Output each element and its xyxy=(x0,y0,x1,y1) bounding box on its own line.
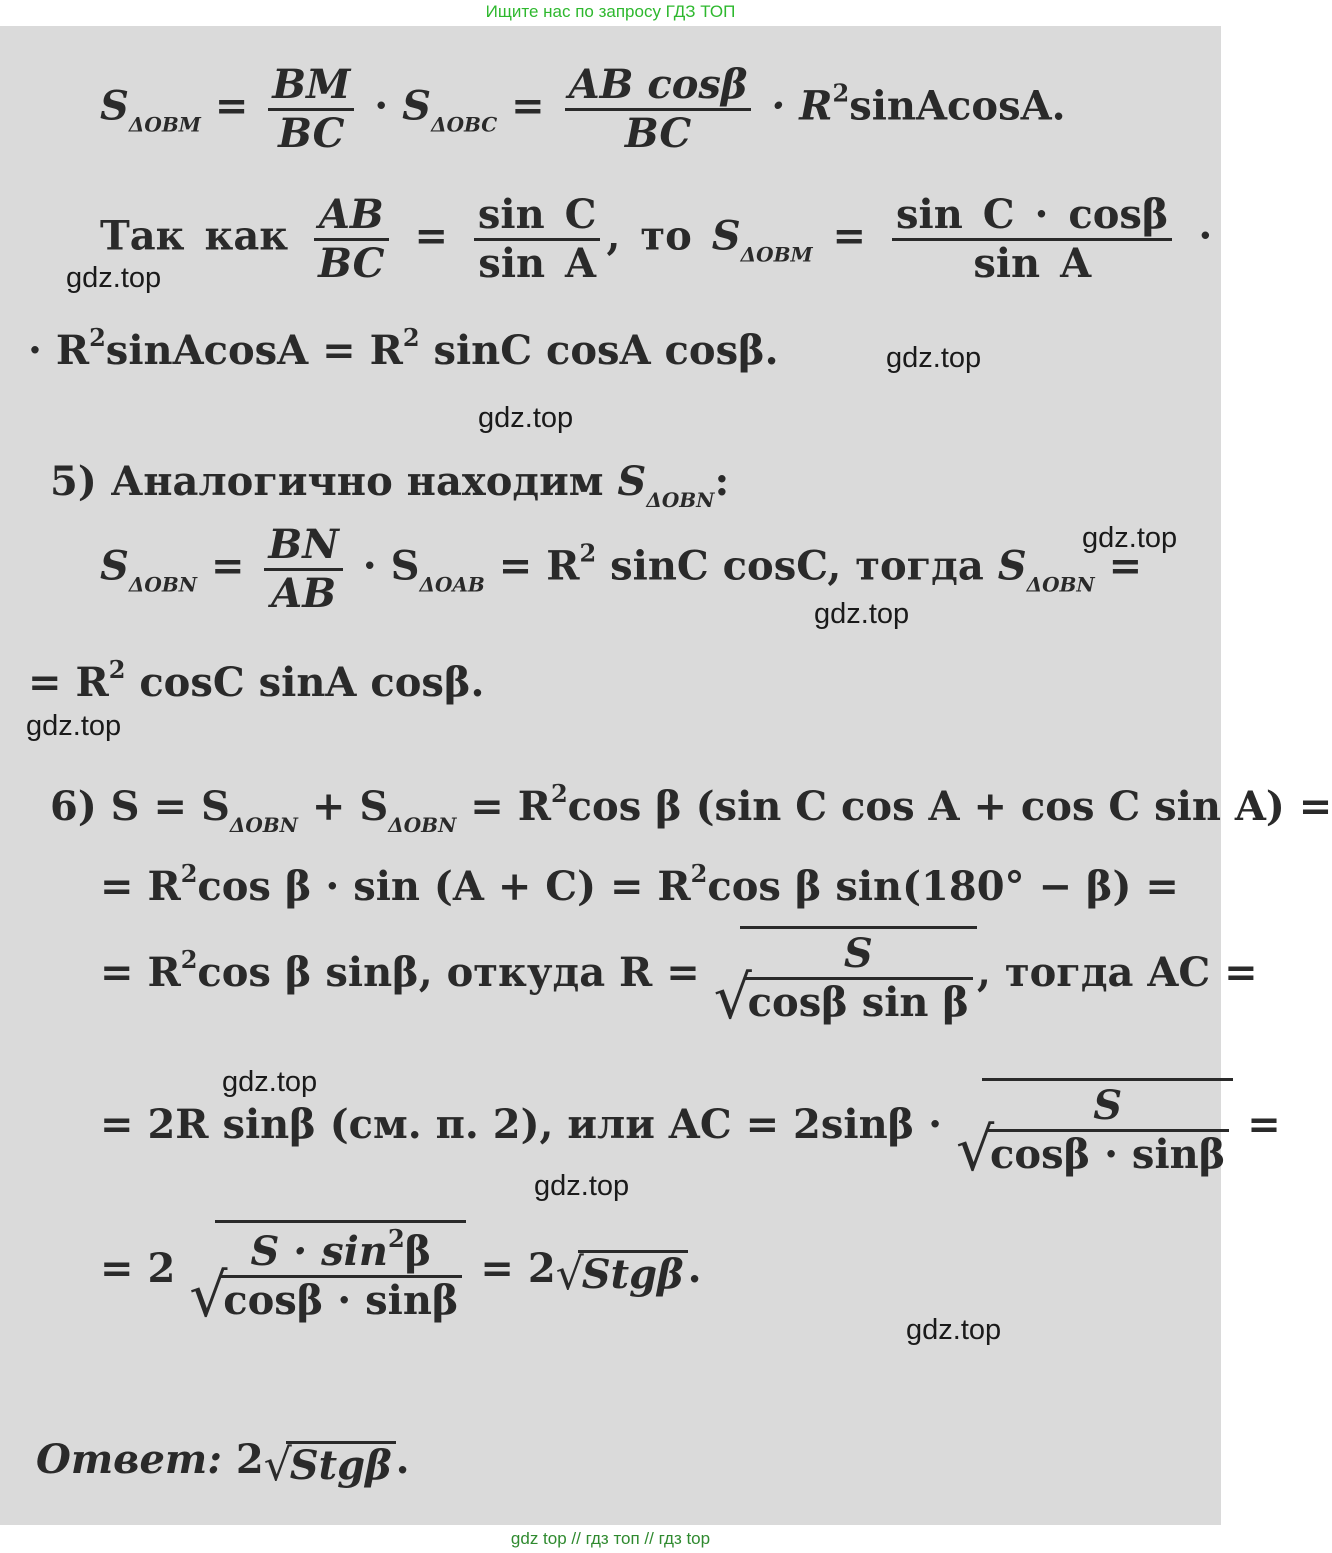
fraction-bn-ab: $\frac{BN}{AB}$ xyxy=(264,522,342,617)
answer-line: Ответ: 2 √ Stgβ . xyxy=(36,1436,410,1491)
watermark-gdz: gdz.top xyxy=(1082,522,1178,554)
sqrt-s-sin2-over-cos-sin: √ $\frac{S \cdot \sin^2\beta}{\cos\beta \cdot \sin\beta}$ xyxy=(189,1220,466,1324)
sqrt-stg: √ Stgβ xyxy=(556,1250,688,1295)
step-6-line-4: = 2R sinβ (см. п. 2), или AC = 2sinβ · √ $\frac{S}{\cos\beta \cdot \sin\beta}$ = xyxy=(100,1078,1281,1178)
fraction-abcos-bc: $\frac{\text{AB cosβ}}{BC}$ xyxy=(565,62,752,157)
fraction-bm-bc: $\frac{BM}{BC}$ xyxy=(268,62,354,157)
formula-result-obm: · $R^2sinAcosA = R^2$ sinC cosA cosβ. xyxy=(28,323,779,374)
fraction-ab-bc: $\frac{AB}{BC}$ xyxy=(314,192,388,287)
watermark-gdz: gdz.top xyxy=(906,1314,1002,1346)
watermark-gdz: gdz.top xyxy=(66,262,162,294)
step-6-line-1: 6) $S = S_{\Delta OBN} + S_{\Delta OBN} = R^2\cos$ β (sin C cos A + cos C sin A) = xyxy=(50,779,1332,837)
watermark-gdz: gdz.top xyxy=(478,402,574,434)
watermark-gdz: gdz.top xyxy=(534,1170,630,1202)
step-5-heading: 5) Аналогично находим $S_{\Delta OBN}$: xyxy=(50,458,730,512)
sqrt-s-over-cos-sin: √ $\frac{S}{\text{cosβ sin β}}$ xyxy=(714,926,977,1026)
watermark-gdz: gdz.top xyxy=(222,1066,318,1098)
footer-links[interactable]: gdz top // гдз топ // гдз top xyxy=(0,1525,1221,1553)
answer-label: Ответ: xyxy=(36,1436,222,1483)
scanned-page xyxy=(0,26,1332,1525)
watermark-gdz: gdz.top xyxy=(814,598,910,630)
step-6-line-2: = $R^2\cos$ $\beta \cdot \sin (A + C) = R^2\cos$ β sin(180° − β) = xyxy=(100,859,1179,910)
formula-since-ratio: Так как $\frac{AB}{BC}$ = $\frac{\text{sin C}}{\text{sin A}}$ , то $S_{\Delta OBM}$ = $\frac{\text{sin C · cosβ}}{\text{sin A}}$ · xyxy=(100,191,1213,287)
fraction-sinc-cos-sina: $\frac{\text{sin C · cosβ}}{\text{sin A}}$ xyxy=(892,192,1172,287)
watermark-gdz: gdz.top xyxy=(886,342,982,374)
sqrt-s-over-cos-dot-sin: √ $\frac{S}{\cos\beta \cdot \sin\beta}$ xyxy=(956,1078,1233,1178)
fraction-sinc-sina: $\frac{\text{sin C}}{\text{sin A}}$ xyxy=(474,192,601,287)
top-banner[interactable]: Ищите нас по запросу ГДЗ ТОП xyxy=(0,0,1221,26)
step-6-line-5: = 2 √ $\frac{S \cdot \sin^2\beta}{\cos\beta \cdot \sin\beta}$ = 2 √ Stgβ . xyxy=(100,1220,702,1324)
formula-s-obm: $S_{\Delta OBM}$ = $\frac{BM}{BC}$ · $S_{\Delta OBC}$ = $\frac{\text{AB cosβ}}{BC}$ · $R^2sinAcosA$. xyxy=(100,61,1066,157)
formula-s-obn: $S_{\Delta OBN}$ = $\frac{BN}{AB}$ · $S_{\Delta OAB} = R^2$ sinC cosC, тогда $S_{\Delta OBN}$ = xyxy=(100,521,1143,617)
watermark-gdz: gdz.top xyxy=(26,710,122,742)
step-6-line-3: = $R^2\cos$ β sinβ, откуда R = √ $\frac{S}{\text{cosβ sin β}}$ , тогда AC = xyxy=(100,926,1258,1026)
sqrt-answer: √ Stgβ xyxy=(264,1441,396,1486)
formula-s-obn-result: = $R^2$ cosC sinA cosβ. xyxy=(28,655,485,706)
